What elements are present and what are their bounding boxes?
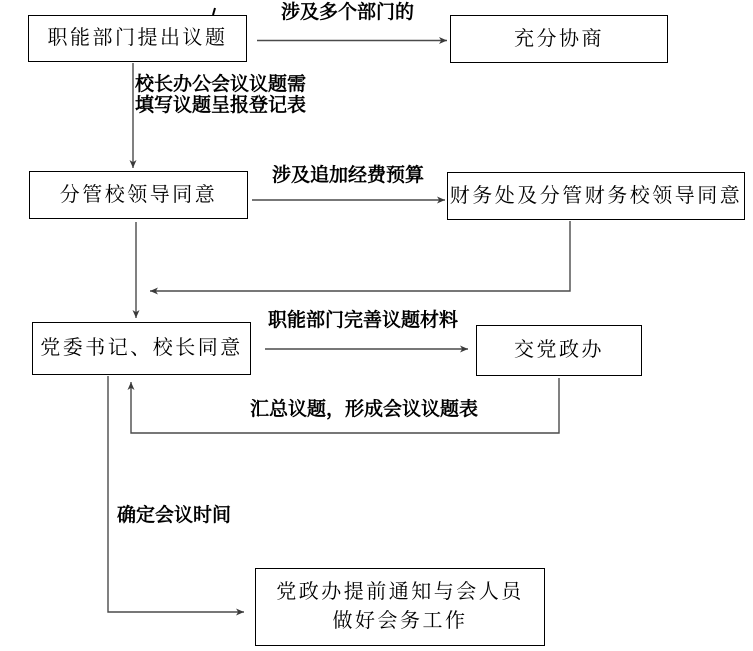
node-submit-party-office	[476, 325, 642, 376]
node-submit-party-office-label: 交党政办	[514, 339, 604, 361]
node-secretary-president-approval-label: 党委书记、校长同意	[40, 337, 243, 359]
edge-label-form-required-line1: 校长办公会议议题需	[135, 74, 307, 95]
node-finance-approval	[447, 172, 745, 220]
edge-label-improve-materials: 职能部门完善议题材料	[268, 310, 459, 331]
node-secretary-president-approval	[32, 322, 251, 375]
edge-label-form-required-line2: 填写议题呈报登记表	[135, 95, 307, 116]
node-notify-attendees	[255, 568, 545, 646]
node-finance-approval-label: 财务处及分管财务校领导同意	[449, 184, 743, 207]
arrow-finance-feedback	[150, 221, 570, 291]
stray-mark	[213, 8, 215, 15]
edge-label-multi-department: 涉及多个部门的	[281, 2, 415, 23]
edge-label-set-meeting-time: 确定会议时间	[117, 505, 232, 526]
node-notify-attendees-line1: 党政办提前通知与会人员	[276, 581, 524, 603]
edge-label-summarize-topics: 汇总议题，形成会议议题表	[250, 399, 479, 420]
edge-label-form-required	[135, 74, 306, 116]
node-notify-attendees-line2: 做好会务工作	[332, 610, 468, 632]
node-full-consultation	[450, 15, 668, 63]
node-full-consultation-label: 充分协商	[514, 27, 604, 50]
arrow-secretary-to-notify	[108, 376, 244, 612]
node-vice-leader-approval-label: 分管校领导同意	[59, 183, 218, 206]
node-propose-topic	[28, 15, 247, 62]
node-vice-leader-approval	[29, 171, 248, 219]
edge-label-extra-budget: 涉及追加经费预算	[272, 165, 425, 186]
node-propose-topic-label: 职能部门提出议题	[47, 27, 228, 49]
